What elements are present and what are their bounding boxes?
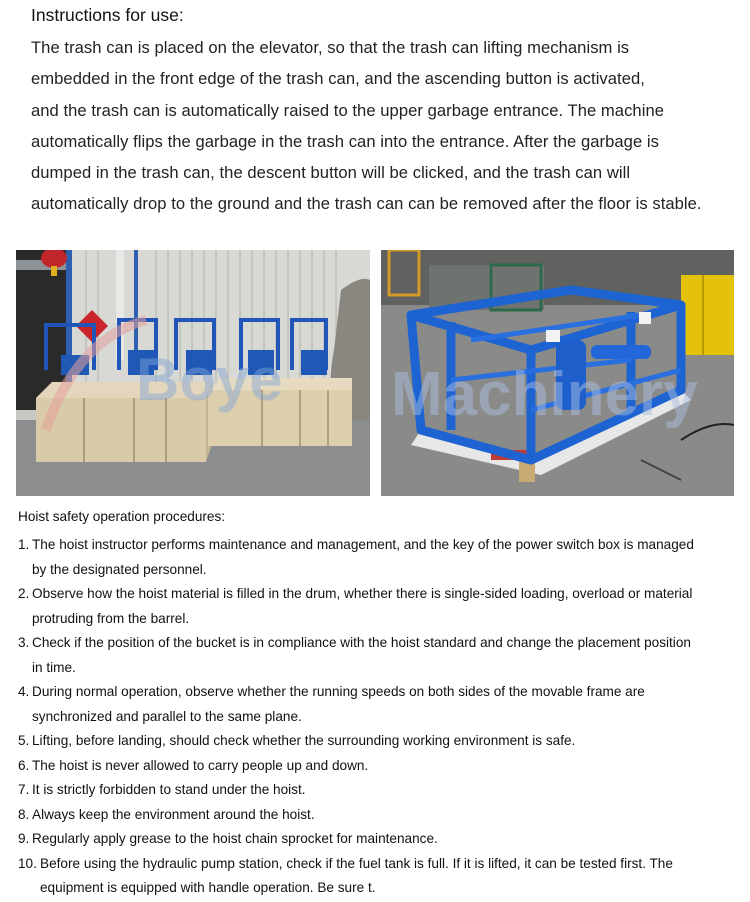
item-number: 5.	[18, 733, 30, 748]
item-text: The hoist is never allowed to carry people up and down.	[32, 757, 369, 773]
item-text: in time.	[32, 659, 76, 675]
item-number: 9.	[18, 831, 30, 846]
photo-hydraulic-frame	[381, 250, 734, 496]
list-item	[18, 582, 738, 631]
instructions-title: Instructions for use:	[31, 5, 184, 25]
instructions-line: dumped in the trash can, the descent button will be clicked, and the trash can will	[31, 163, 631, 183]
instructions-line: automatically flips the garbage in the trash can into the entrance. After the garbage is	[31, 131, 659, 151]
item-text: synchronized and parallel to the same plane.	[32, 708, 302, 724]
list-item	[18, 729, 738, 754]
watermark-text: Boye	[136, 346, 283, 413]
crated-hoists-image	[16, 250, 370, 496]
list-item	[18, 680, 738, 729]
item-text: Check if the position of the bucket is in compliance with the hoist standard and change the placement position	[32, 635, 691, 650]
instructions-line: automatically drop to the ground and the trash can can be removed after the floor is stable.	[31, 194, 702, 214]
list-item	[18, 852, 738, 901]
list-item	[18, 803, 738, 828]
list-item	[18, 827, 738, 852]
instructions-line: embedded in the front edge of the trash can, and the ascending button is activated,	[31, 69, 645, 89]
item-text: equipment is equipped with handle operation. Be sure t.	[40, 880, 376, 895]
list-item	[18, 533, 738, 582]
list-item	[18, 778, 738, 803]
item-text: Regularly apply grease to the hoist chain sprocket for maintenance.	[32, 831, 438, 846]
photo-crated-hoists	[16, 250, 370, 496]
list-item	[18, 754, 738, 779]
item-text: protruding from the barrel.	[32, 610, 190, 626]
item-number: 1.	[18, 537, 30, 552]
instructions-body	[31, 32, 731, 220]
item-text: by the designated personnel.	[32, 561, 207, 577]
item-number: 3.	[18, 635, 30, 650]
item-text: During normal operation, observe whether the running speeds on both sides of the movable frame are	[32, 684, 645, 699]
item-text: Before using the hydraulic pump station, check if the fuel tank is full. If it is lifted, it can be tested first. The	[40, 855, 673, 871]
item-number: 8.	[18, 806, 30, 822]
item-text: Always keep the environment around the hoist.	[32, 806, 315, 822]
item-text: Lifting, before landing, should check whether the surrounding working environment is safe.	[32, 733, 576, 748]
item-number: 4.	[18, 684, 30, 699]
item-number: 2.	[18, 586, 30, 601]
item-number: 7.	[18, 782, 30, 797]
instructions-line: and the trash can is automatically raised to the upper garbage entrance. The machine	[31, 100, 664, 120]
item-text: It is strictly forbidden to stand under the hoist.	[32, 782, 306, 797]
list-item	[18, 631, 738, 680]
watermark-text: Machinery	[391, 360, 698, 429]
safety-title: Hoist safety operation procedures:	[18, 509, 226, 524]
safety-procedure-list	[18, 533, 738, 901]
item-number: 6.	[18, 757, 30, 773]
item-text: The hoist instructor performs maintenance and management, and the key of the power switch box is managed	[32, 537, 694, 552]
item-text: Observe how the hoist material is filled in the drum, whether there is single-sided loading, overload or material	[32, 586, 693, 601]
hydraulic-frame-image	[381, 250, 734, 496]
item-number: 10.	[18, 855, 37, 871]
instructions-line: The trash can is placed on the elevator, so that the trash can lifting mechanism is	[31, 38, 630, 57]
